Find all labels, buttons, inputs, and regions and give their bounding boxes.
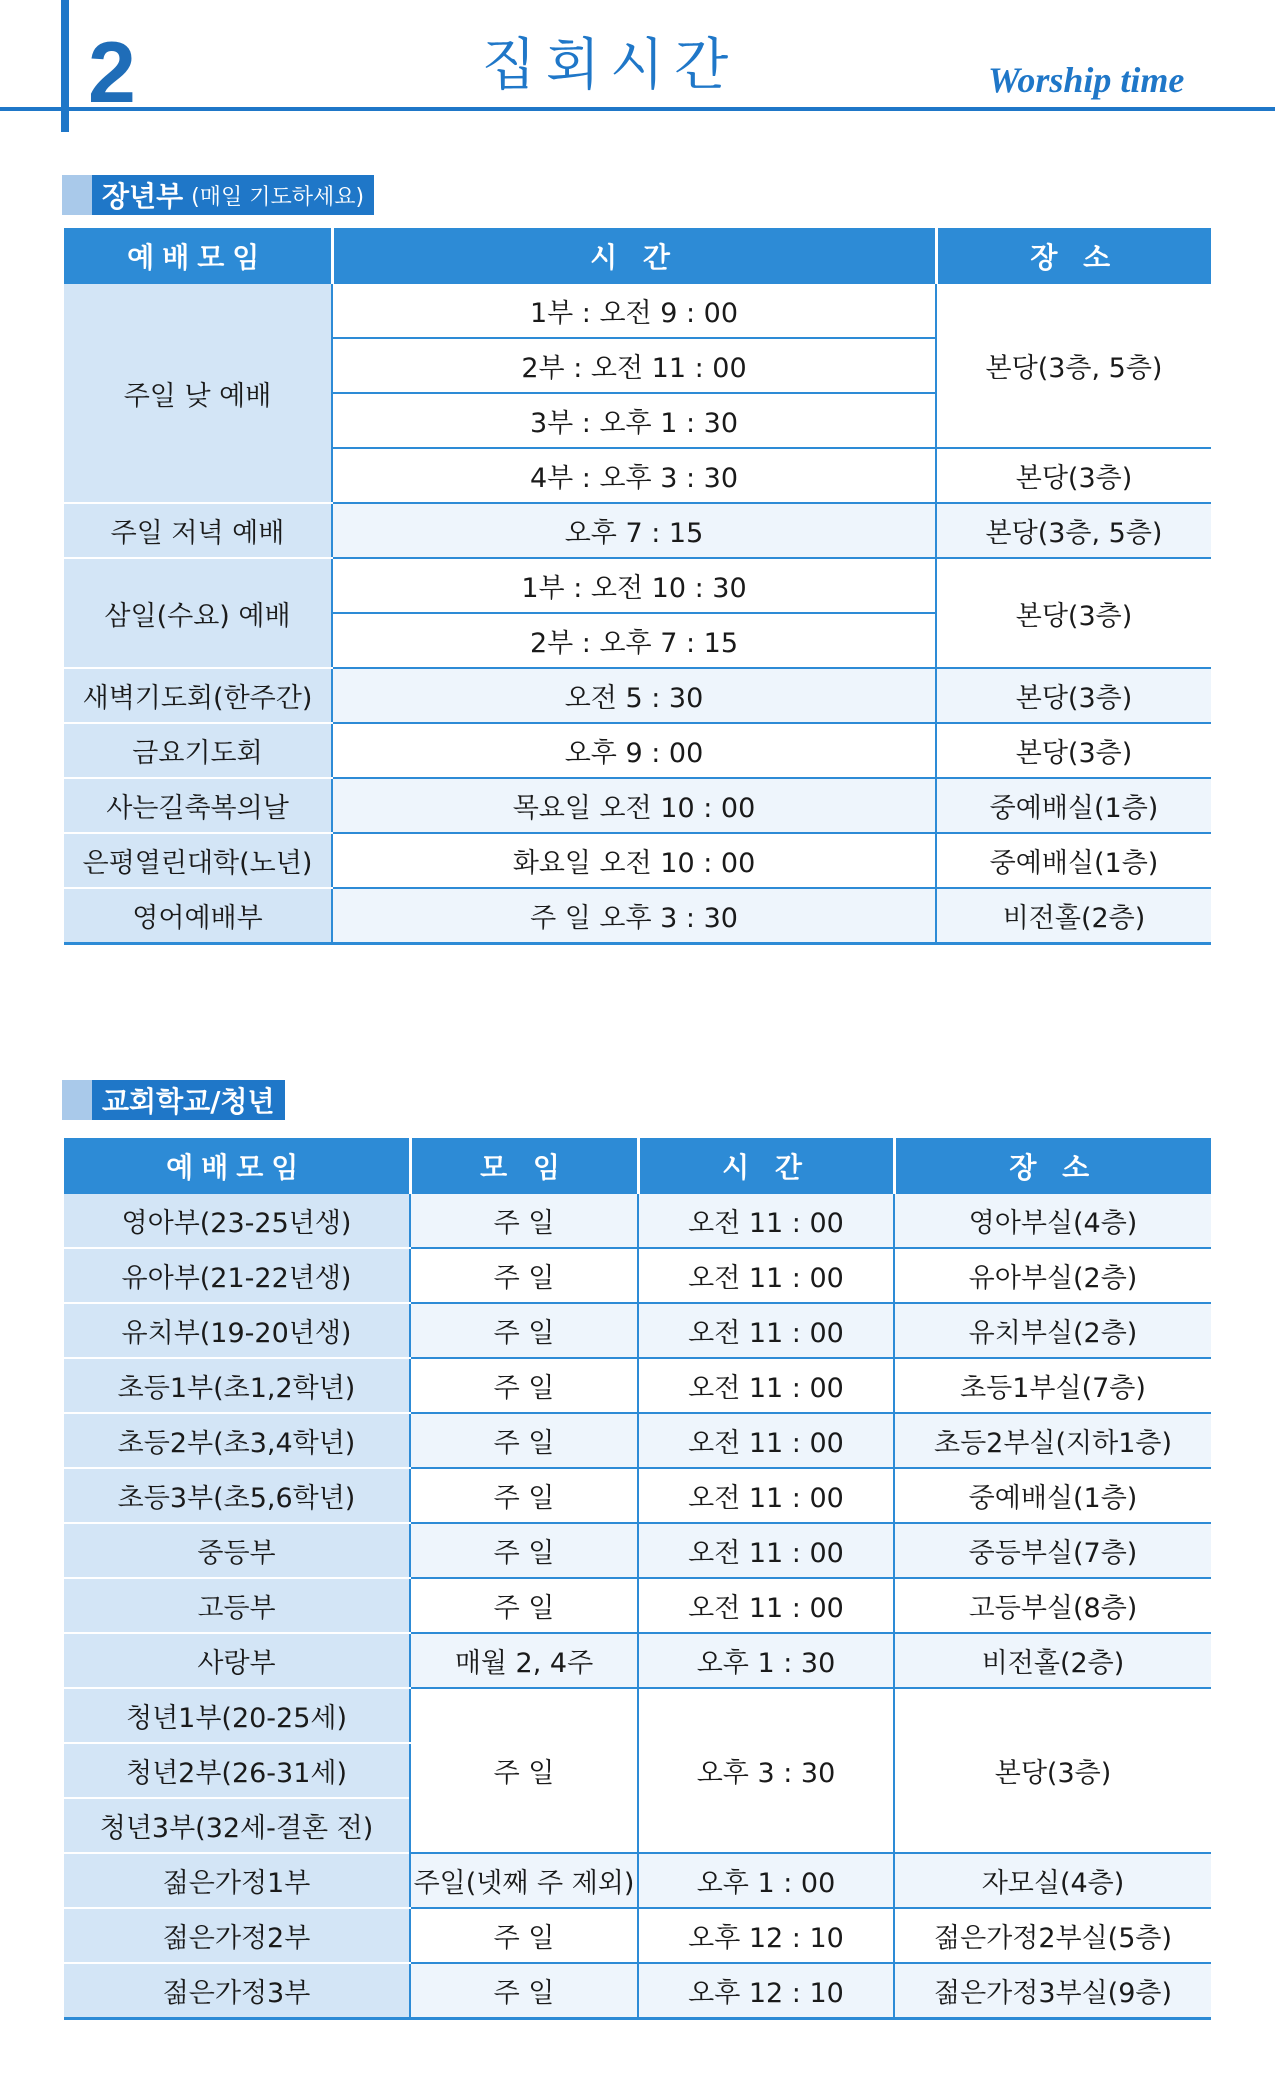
table-row — [64, 1578, 1211, 1633]
row-name: 청년1부(20-25세) — [64, 1688, 410, 1743]
row-place: 고등부실(8층) — [894, 1578, 1211, 1633]
row-time: 오전 11 : 00 — [638, 1303, 894, 1358]
section-label-school — [62, 1080, 285, 1120]
row-name: 청년2부(26-31세) — [64, 1743, 410, 1798]
section-title: 교회학교/청년 — [102, 1085, 275, 1118]
row-name: 초등1부(초1,2학년) — [64, 1358, 410, 1413]
row-place: 중예배실(1층) — [936, 833, 1211, 888]
row-time: 1부 : 오전 10 : 30 — [332, 558, 936, 613]
section-label-adult — [62, 175, 374, 215]
row-name: 젊은가정1부 — [64, 1853, 410, 1908]
row-time: 오전 5 : 30 — [332, 668, 936, 723]
row-name: 주일 저녁 예배 — [64, 503, 332, 558]
row-place: 본당(3층) — [894, 1688, 1211, 1853]
row-name: 고등부 — [64, 1578, 410, 1633]
row-name: 유치부(19-20년생) — [64, 1303, 410, 1358]
table-row — [64, 668, 1211, 723]
row-time: 오전 11 : 00 — [638, 1468, 894, 1523]
row-place: 중등부실(7층) — [894, 1523, 1211, 1578]
row-place: 본당(3층) — [936, 558, 1211, 668]
table-row — [64, 778, 1211, 833]
row-meeting: 주 일 — [410, 1413, 638, 1468]
row-time: 주 일 오후 3 : 30 — [332, 888, 936, 944]
row-place: 본당(3층) — [936, 723, 1211, 778]
col-header-meeting: 예배모임 — [64, 228, 332, 284]
row-place: 젊은가정2부실(5층) — [894, 1908, 1211, 1963]
page-subtitle: Worship time — [988, 60, 1185, 100]
row-place: 자모실(4층) — [894, 1853, 1211, 1908]
table-row — [64, 1358, 1211, 1413]
row-name: 사랑부 — [64, 1633, 410, 1688]
table-row — [64, 888, 1211, 944]
row-time: 오후 9 : 00 — [332, 723, 936, 778]
col-header-gathering: 모 임 — [410, 1138, 638, 1194]
row-place: 본당(3층, 5층) — [936, 503, 1211, 558]
row-name: 청년3부(32세-결혼 전) — [64, 1798, 410, 1853]
table-row — [64, 723, 1211, 778]
row-meeting: 주 일 — [410, 1688, 638, 1853]
row-place: 비전홀(2층) — [936, 888, 1211, 944]
table-row — [64, 284, 1211, 338]
row-time: 오후 3 : 30 — [638, 1688, 894, 1853]
row-place: 초등1부실(7층) — [894, 1358, 1211, 1413]
table-row — [64, 1303, 1211, 1358]
school-schedule-table — [64, 1138, 1211, 2020]
table-row — [64, 1908, 1211, 1963]
row-meeting: 매월 2, 4주 — [410, 1633, 638, 1688]
row-name: 주일 낮 예배 — [64, 284, 332, 503]
row-time: 1부 : 오전 9 : 00 — [332, 284, 936, 338]
section-note: (매일 기도하세요) — [191, 184, 365, 210]
header-vertical-bar — [61, 0, 69, 132]
row-meeting: 주 일 — [410, 1963, 638, 2019]
row-name: 사는길축복의날 — [64, 778, 332, 833]
row-time: 오후 12 : 10 — [638, 1908, 894, 1963]
table-row — [64, 1963, 1211, 2019]
row-name: 금요기도회 — [64, 723, 332, 778]
row-time: 오전 11 : 00 — [638, 1248, 894, 1303]
row-place: 본당(3층, 5층) — [936, 284, 1211, 448]
header-rule — [0, 107, 1275, 111]
row-place: 중예배실(1층) — [936, 778, 1211, 833]
row-place: 영아부실(4층) — [894, 1194, 1211, 1248]
row-place: 유아부실(2층) — [894, 1248, 1211, 1303]
table-row — [64, 1194, 1211, 1248]
row-meeting: 주 일 — [410, 1908, 638, 1963]
row-time: 오후 1 : 00 — [638, 1853, 894, 1908]
row-name: 삼일(수요) 예배 — [64, 558, 332, 668]
row-place: 초등2부실(지하1층) — [894, 1413, 1211, 1468]
row-name: 영어예배부 — [64, 888, 332, 944]
row-time: 오전 11 : 00 — [638, 1358, 894, 1413]
table-row — [64, 1248, 1211, 1303]
row-place: 젊은가정3부실(9층) — [894, 1963, 1211, 2019]
row-place: 유치부실(2층) — [894, 1303, 1211, 1358]
row-time: 화요일 오전 10 : 00 — [332, 833, 936, 888]
row-time: 오전 11 : 00 — [638, 1194, 894, 1248]
table-header-row — [64, 1138, 1211, 1194]
col-header-time: 시 간 — [638, 1138, 894, 1194]
row-name: 젊은가정3부 — [64, 1963, 410, 2019]
row-time: 2부 : 오전 11 : 00 — [332, 338, 936, 393]
row-meeting: 주 일 — [410, 1194, 638, 1248]
row-meeting: 주 일 — [410, 1468, 638, 1523]
row-time: 오후 7 : 15 — [332, 503, 936, 558]
row-place: 본당(3층) — [936, 668, 1211, 723]
col-header-time: 시 간 — [332, 228, 936, 284]
table-row — [64, 1413, 1211, 1468]
row-name: 유아부(21-22년생) — [64, 1248, 410, 1303]
row-time: 2부 : 오후 7 : 15 — [332, 613, 936, 668]
table-row — [64, 1688, 1211, 1743]
row-time: 오후 12 : 10 — [638, 1963, 894, 2019]
row-place: 본당(3층) — [936, 448, 1211, 503]
row-time: 오전 11 : 00 — [638, 1523, 894, 1578]
row-time: 목요일 오전 10 : 00 — [332, 778, 936, 833]
table-row — [64, 1633, 1211, 1688]
col-header-meeting: 예배모임 — [64, 1138, 410, 1194]
row-name: 젊은가정2부 — [64, 1908, 410, 1963]
row-name: 새벽기도회(한주간) — [64, 668, 332, 723]
row-meeting: 주 일 — [410, 1358, 638, 1413]
adult-schedule-table — [64, 228, 1211, 945]
row-time: 오전 11 : 00 — [638, 1413, 894, 1468]
row-name: 초등2부(초3,4학년) — [64, 1413, 410, 1468]
table-row — [64, 833, 1211, 888]
row-time: 오후 1 : 30 — [638, 1633, 894, 1688]
row-meeting: 주 일 — [410, 1248, 638, 1303]
row-time: 3부 : 오후 1 : 30 — [332, 393, 936, 448]
row-meeting: 주 일 — [410, 1303, 638, 1358]
row-meeting: 주 일 — [410, 1523, 638, 1578]
table-row — [64, 1853, 1211, 1908]
row-meeting: 주일(넷째 주 제외) — [410, 1853, 638, 1908]
table-row — [64, 503, 1211, 558]
page-number: 2 — [88, 25, 136, 121]
row-name: 은평열린대학(노년) — [64, 833, 332, 888]
page-header — [0, 0, 1275, 135]
table-row — [64, 1468, 1211, 1523]
row-place: 중예배실(1층) — [894, 1468, 1211, 1523]
row-time: 오전 11 : 00 — [638, 1578, 894, 1633]
row-place: 비전홀(2층) — [894, 1633, 1211, 1688]
row-time: 4부 : 오후 3 : 30 — [332, 448, 936, 503]
section-title: 장년부 — [102, 180, 184, 213]
page-title: 집회시간 — [481, 33, 739, 98]
row-name: 중등부 — [64, 1523, 410, 1578]
table-row — [64, 1523, 1211, 1578]
col-header-place: 장 소 — [894, 1138, 1211, 1194]
row-name: 초등3부(초5,6학년) — [64, 1468, 410, 1523]
row-name: 영아부(23-25년생) — [64, 1194, 410, 1248]
col-header-place: 장 소 — [936, 228, 1211, 284]
table-header-row — [64, 228, 1211, 284]
row-meeting: 주 일 — [410, 1578, 638, 1633]
table-row — [64, 558, 1211, 613]
